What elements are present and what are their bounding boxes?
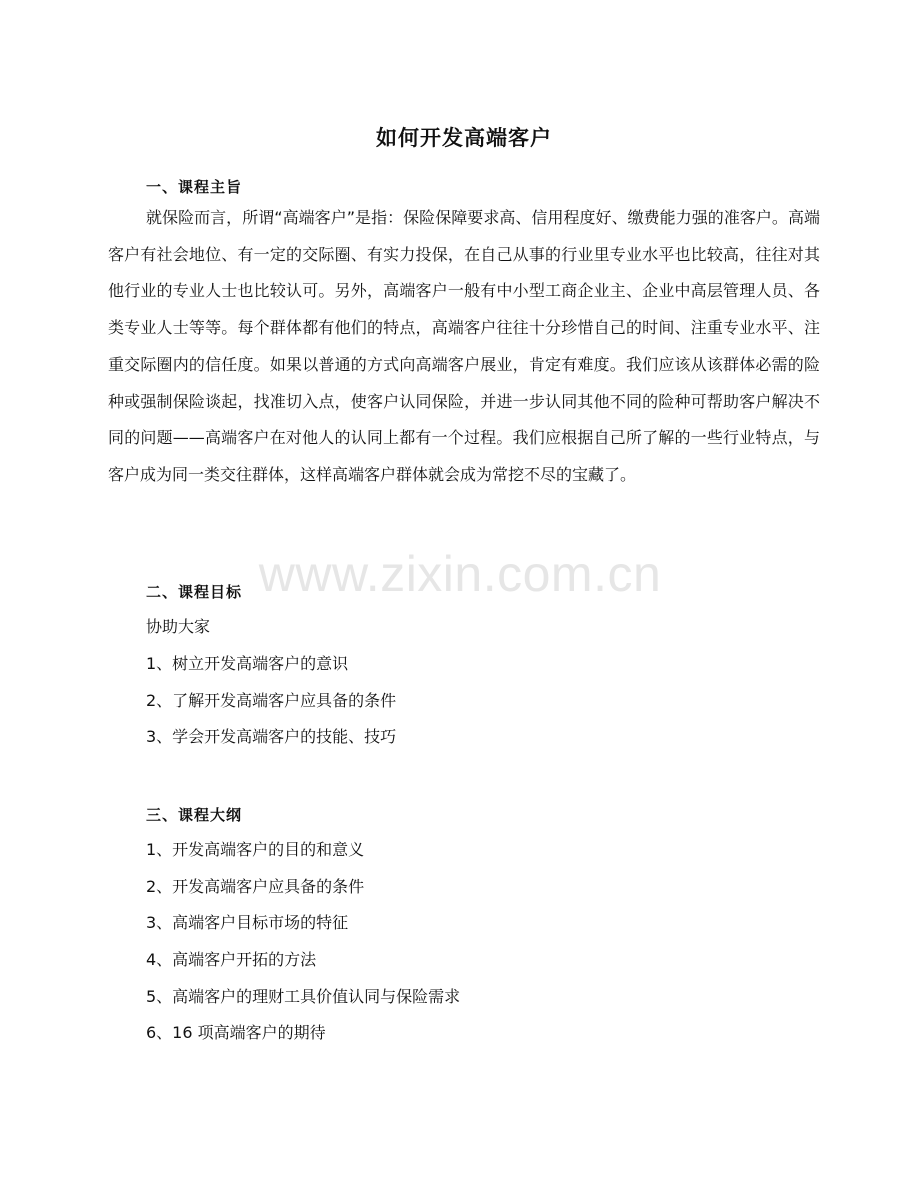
section-heading-goals: 二、课程目标 (146, 583, 243, 601)
section-heading-outline: 三、课程大纲 (146, 806, 243, 824)
goals-intro: 协助大家 (146, 617, 211, 636)
outline-item-6: 6、16 项高端客户的期待 (146, 1023, 326, 1042)
outline-item-2: 2、开发高端客户应具备的条件 (146, 877, 365, 896)
section-heading-purpose: 一、课程主旨 (146, 178, 243, 196)
outline-item-5: 5、高端客户的理财工具价值认同与保险需求 (146, 987, 461, 1006)
outline-item-1: 1、开发高端客户的目的和意义 (146, 840, 365, 859)
watermark: www.zixin.com.cn (258, 546, 662, 602)
outline-item-4: 4、高端客户开拓的方法 (146, 950, 317, 969)
section-paragraph-purpose: 就保险而言，所谓“高端客户”是指：保险保障要求高、信用程度好、缴费能力强的准客户。高端客户有社会地位、有一定的交际圈、有实力投保，在自己从事的行业里专业水平也比较高，往往对其他行业的专业人士也比较认可。另外，高端客户一般有中小型工商企业主、企业中高层管理人员、各类专业人士等等。每个群体都有他们的特点，高端客户往往十分珍惜自己的时间、注重专业水平、注重交际圈内的信任度。如果以普通的方式向高端客户展业，肯定有难度。我们应该从该群体必需的险种或强制保险谈起，找准切入点，使客户认同保险，并进一步认同其他不同的险种可帮助客户解决不同的问题——高端客户在对他人的认同上都有一个过程。我们应根据自己所了解的一些行业特点，与客户成为同一类交往群体，这样高端客户群体就会成为常挖不尽的宝藏了。 (108, 208, 820, 484)
goals-item-2: 2、了解开发高端客户应具备的条件 (146, 691, 397, 710)
outline-item-3: 3、高端客户目标市场的特征 (146, 913, 349, 932)
document-title: 如何开发高端客户 (376, 125, 552, 150)
goals-item-1: 1、树立开发高端客户的意识 (146, 654, 349, 673)
goals-item-3: 3、学会开发高端客户的技能、技巧 (146, 727, 397, 746)
